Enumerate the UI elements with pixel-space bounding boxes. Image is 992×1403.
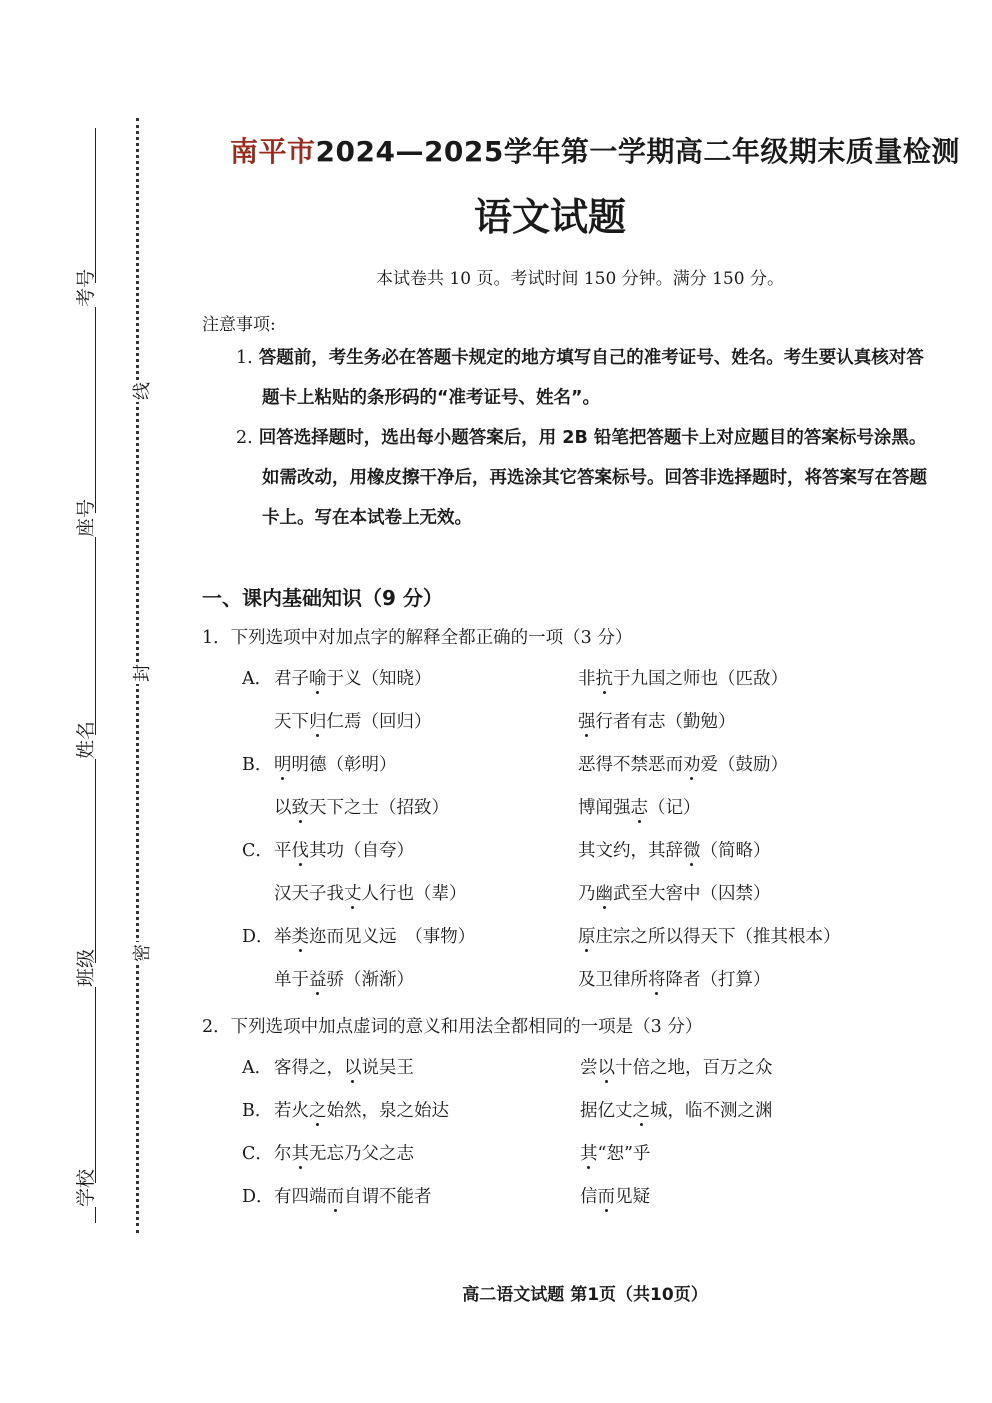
dotted-char: 抗 bbox=[595, 669, 613, 689]
notice-text: 卡上。写在本试卷上无效。 bbox=[262, 508, 472, 528]
option-item bbox=[274, 923, 475, 948]
text: 汉天子我 bbox=[274, 884, 344, 904]
notice-number: 2. bbox=[236, 428, 253, 448]
dotted-char: 其 bbox=[580, 1144, 598, 1164]
dotted-char: 归 bbox=[309, 712, 327, 732]
text: 始然，泉之始达 bbox=[326, 1101, 449, 1121]
text: 十倍之地，百万之众 bbox=[615, 1058, 773, 1078]
text: 说吴王 bbox=[361, 1058, 414, 1078]
text: 天下 bbox=[274, 712, 309, 732]
text: 恶得不禁恶而 bbox=[578, 755, 683, 775]
seal-char-xian: 线 bbox=[128, 380, 154, 402]
text: 武至大窖中（囚禁） bbox=[613, 884, 771, 904]
text: 骄（渐渐） bbox=[326, 970, 414, 990]
option-item bbox=[274, 880, 467, 905]
text: 无忘乃父之志 bbox=[309, 1144, 414, 1164]
dotted-char: 类 bbox=[291, 927, 309, 947]
dotted-char: 而 bbox=[597, 1187, 615, 1207]
text: 尔 bbox=[274, 1144, 292, 1164]
page-footer: 高二语文试题 第1页（共10页） bbox=[462, 1285, 708, 1305]
text: 见疑 bbox=[615, 1187, 650, 1207]
text: （记） bbox=[648, 798, 701, 818]
option-item bbox=[580, 1054, 773, 1079]
dotted-char: 喻 bbox=[309, 669, 327, 689]
dotted-char: 强 bbox=[578, 712, 596, 732]
option-letter: D． bbox=[242, 927, 274, 947]
exam-title bbox=[230, 130, 960, 170]
notice-text: 如需改动，用橡皮擦干净后，再选涂其它答案标号。回答非选择题时，将答案写在答题 bbox=[262, 468, 927, 488]
text: 非 bbox=[578, 669, 596, 689]
option-item bbox=[580, 1097, 773, 1122]
option-item bbox=[274, 1183, 432, 1208]
option-item bbox=[274, 708, 432, 733]
text: 城，临不测之渊 bbox=[650, 1101, 773, 1121]
text: “恕”乎 bbox=[597, 1144, 651, 1164]
text: 及卫律所 bbox=[578, 970, 648, 990]
text: 以 bbox=[274, 798, 292, 818]
text: 有四端 bbox=[274, 1187, 327, 1207]
exam-title-rest: 2024—2025学年第一学期高二年级期末质量检测 bbox=[315, 135, 960, 168]
dotted-char: 伐 bbox=[291, 841, 309, 861]
question-2-stem: 2．下列选项中加点虚词的意义和用法全都相同的一项是（3 分） bbox=[202, 1017, 703, 1037]
option-item bbox=[274, 837, 414, 862]
option-item bbox=[274, 794, 449, 819]
notice-text: 答题前，考生务必在答题卡规定的地方填写自己的准考证号、姓名。考生要认真核对答 bbox=[258, 348, 924, 368]
option-item bbox=[578, 837, 771, 862]
option-item bbox=[580, 1140, 650, 1165]
text: 乃 bbox=[578, 884, 596, 904]
option-letter: B． bbox=[242, 1101, 273, 1121]
notice-text: 题卡上粘贴的条形码的“准考证号、姓名”。 bbox=[262, 388, 601, 408]
option-item bbox=[274, 1140, 414, 1165]
subject-title: 语文试题 bbox=[473, 195, 626, 239]
option-item bbox=[578, 923, 841, 948]
city-name: 南平市 bbox=[230, 135, 316, 168]
school-label: 学校 bbox=[75, 1168, 97, 1207]
option-item bbox=[274, 1097, 449, 1122]
text: 人行也（辈） bbox=[361, 884, 467, 904]
option-item bbox=[578, 794, 701, 819]
text: 其文约，其辞 bbox=[578, 841, 683, 861]
text: 天下之士（招致） bbox=[309, 798, 449, 818]
option-letter: C． bbox=[242, 841, 273, 861]
dotted-char: 之 bbox=[632, 1101, 650, 1121]
dotted-char: 原 bbox=[578, 927, 596, 947]
seal-char-mi: 密 bbox=[128, 942, 154, 964]
text: 单于 bbox=[274, 970, 309, 990]
text: 平 bbox=[274, 841, 292, 861]
dotted-char: 明 bbox=[274, 755, 292, 775]
dotted-char: 而 bbox=[326, 1187, 344, 1207]
text: 举 bbox=[274, 927, 292, 947]
text: 尝 bbox=[580, 1058, 598, 1078]
exam-number-label: 考号 bbox=[75, 268, 97, 307]
name-label: 姓名 bbox=[75, 720, 97, 759]
dotted-char: 以 bbox=[344, 1058, 362, 1078]
exam-info: 本试卷共 10 页。考试时间 150 分钟。满分 150 分。 bbox=[376, 269, 784, 289]
text: 于义（知晓） bbox=[326, 669, 432, 689]
text: 仁焉（回归） bbox=[326, 712, 432, 732]
option-item bbox=[578, 966, 771, 991]
text: 若火 bbox=[274, 1101, 309, 1121]
section-title: 一、课内基础知识（9 分） bbox=[202, 586, 443, 610]
class-label: 班级 bbox=[75, 948, 97, 987]
option-letter: D． bbox=[242, 1187, 274, 1207]
option-letter: A． bbox=[242, 1058, 273, 1078]
text: 迩而见义远 （事物） bbox=[309, 927, 476, 947]
option-letter: B． bbox=[242, 755, 273, 775]
notice-item-2 bbox=[236, 418, 966, 538]
option-item bbox=[578, 751, 788, 776]
seat-number-label: 座号 bbox=[75, 498, 97, 537]
dotted-char: 致 bbox=[291, 798, 309, 818]
option-item bbox=[578, 665, 788, 690]
text: 据亿丈 bbox=[580, 1101, 633, 1121]
text: 于九国之师也（匹敌） bbox=[613, 669, 788, 689]
option-letter: A． bbox=[242, 669, 273, 689]
question-1-stem: 1．下列选项中对加点字的解释全都正确的一项（3 分） bbox=[202, 628, 633, 648]
text: 爱（鼓励） bbox=[700, 755, 788, 775]
text: 庄宗之所以得天下（推其根本） bbox=[595, 927, 841, 947]
notice-heading: 注意事项: bbox=[202, 315, 276, 335]
dotted-char: 微 bbox=[683, 841, 701, 861]
dotted-char: 志 bbox=[630, 798, 648, 818]
option-item bbox=[578, 880, 771, 905]
dotted-char: 益 bbox=[309, 970, 327, 990]
text: 降者（打算） bbox=[665, 970, 771, 990]
text: 自谓不能者 bbox=[344, 1187, 432, 1207]
notice-text: 回答选择题时，选出每小题答案后，用 2B 铅笔把答题卡上对应题目的答案标号涂黑。 bbox=[258, 428, 927, 448]
dotted-char: 其 bbox=[291, 1144, 309, 1164]
text: 客得之， bbox=[274, 1058, 344, 1078]
seal-char-feng: 封 bbox=[128, 662, 154, 684]
text: 明德（彰明） bbox=[291, 755, 397, 775]
dotted-char: 幽 bbox=[595, 884, 613, 904]
option-item bbox=[578, 708, 736, 733]
notice-number: 1. bbox=[236, 348, 253, 368]
text: 行者有志（勤勉） bbox=[595, 712, 736, 732]
text: 博闻强 bbox=[578, 798, 631, 818]
option-item bbox=[580, 1183, 650, 1208]
text: （简略） bbox=[700, 841, 771, 861]
option-item bbox=[274, 665, 432, 690]
option-item bbox=[274, 1054, 414, 1079]
dotted-char: 将 bbox=[648, 970, 666, 990]
text: 君子 bbox=[274, 669, 309, 689]
text: 其功（自夸） bbox=[309, 841, 414, 861]
notice-item-1 bbox=[236, 338, 966, 418]
option-letter: C． bbox=[242, 1144, 273, 1164]
dotted-char: 劝 bbox=[683, 755, 701, 775]
text: 信 bbox=[580, 1187, 598, 1207]
dotted-char: 以 bbox=[597, 1058, 615, 1078]
dotted-char: 丈 bbox=[344, 884, 362, 904]
option-item bbox=[274, 966, 414, 991]
option-item bbox=[274, 751, 397, 776]
dotted-char: 之 bbox=[309, 1101, 327, 1121]
